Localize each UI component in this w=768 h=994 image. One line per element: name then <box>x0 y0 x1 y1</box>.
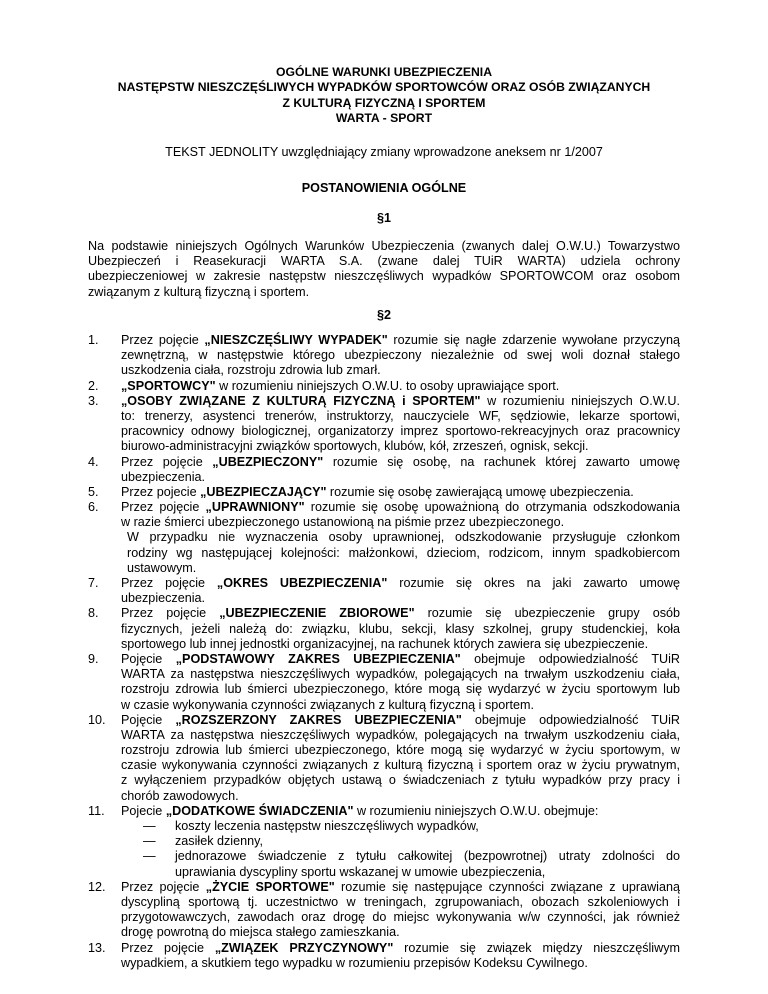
item-number: 9. <box>88 651 99 666</box>
definition-item <box>88 500 680 576</box>
defined-term: „PODSTAWOWY ZAKRES UBEZPIECZENIA" <box>175 651 461 666</box>
item-line: chorób zawodowych. <box>121 788 239 803</box>
item-line: to: trenerzy, asystenci trenerów, instruktorzy, nauczyciele WF, sędziowie, lekarze sportowi, <box>121 408 680 423</box>
defined-term: „ŻYCIE SPORTOWE" <box>205 879 335 894</box>
item-number: 6. <box>88 500 99 515</box>
item-line: Pojecie „DODATKOWE ŚWIADCZENIA" w rozumieniu niniejszych O.W.U. obejmuje: <box>121 803 599 818</box>
defined-term: „UBEZPIECZONY" <box>212 454 324 469</box>
definition-item <box>88 379 680 394</box>
defined-term: „OKRES UBEZPIECZENIA" <box>216 576 388 590</box>
item-line: uszkodzenia ciała, rozstroju zdrowia lub zmarł. <box>121 363 381 378</box>
section-heading: POSTANOWIENIA OGÓLNE <box>301 181 467 195</box>
dash-bullet: — <box>143 849 156 864</box>
intro-paragraph <box>88 239 680 300</box>
definition-item <box>88 804 680 880</box>
item-line: Przez pojęcie „UPRAWNIONY" rozumie się osobę upoważnioną do otrzymania odszkodowania <box>121 500 680 515</box>
item-line: WARTA za następstwa nieszczęśliwych wypadków, polegających na trwałym uszkodzeniu ciała, <box>121 667 680 682</box>
item-line: ubezpieczenia. <box>121 591 206 606</box>
definition-item <box>88 941 680 971</box>
intro-line: związanym z kulturą fizyczną i sportem. <box>88 284 310 299</box>
sub-item-line: jednorazowe świadczenie z tytułu całkowitej (bezpowrotnej) utraty zdolności do <box>175 849 680 864</box>
item-line: Przez pojęcie „ZWIĄZEK PRZYCZYNOWY" rozumie się związek między nieszczęśliwym <box>121 940 680 955</box>
document-subtitle: TEKST JEDNOLITY uwzględniający zmiany wprowadzone aneksem nr 1/2007 <box>165 145 603 159</box>
item-line: „OSOBY ZWIĄZANE Z KULTURĄ FIZYCZNĄ i SPORTEM" w rozumieniu niniejszych O.W.U. <box>121 393 680 408</box>
item-line: ubezpieczenia. <box>121 469 206 484</box>
item-line: zewnętrzną, w następstwie którego ubezpieczony niezależnie od swej woli doznał stałego <box>121 348 680 363</box>
item-line: czasie wykonywania czynności związanych z kulturą fizyczną i sportem oraz w życiu prywatnym, <box>121 758 680 773</box>
defined-term: „UBEZPIECZENIE ZBIOROWE" <box>219 606 415 621</box>
item-line: fizycznych, jeżeli należą do: związku, klubu, sekcji, klasy szkolnej, grupy studenckiej, koła <box>121 621 680 636</box>
paragraph-1-heading: §1 <box>376 211 391 225</box>
definition-item <box>88 455 680 485</box>
item-line: Pojęcie „PODSTAWOWY ZAKRES UBEZPIECZENIA" obejmuje odpowiedzialność TUiR <box>121 651 680 666</box>
item-line: Przez pojęcie „NIESZCZĘŚLIWY WYPADEK" rozumie się nagłe zdarzenie wywołane przyczyną <box>121 333 680 347</box>
document-title <box>0 65 768 126</box>
definition-item <box>88 485 680 500</box>
sub-item-line: koszty leczenia następstw nieszczęśliwych wypadków, <box>175 819 479 833</box>
item-number: 5. <box>88 484 99 499</box>
item-number: 13. <box>88 940 106 955</box>
item-number: 12. <box>88 879 106 894</box>
intro-line: ubezpieczeniowej w zakresie następstw nieszczęśliwych wypadków SPORTOWCOM oraz osobom <box>88 269 680 284</box>
item-line: rozstroju zdrowia lub śmierci ubezpieczonego, które mogą się wydarzyć w życiu sportowym lub <box>121 682 680 697</box>
item-line: w razie śmierci ubezpieczonego ustanowioną na piśmie przez ubezpieczonego. <box>121 515 565 530</box>
title-line-1: OGÓLNE WARUNKI UBEZPIECZENIA <box>276 65 492 79</box>
title-line-2: NASTĘPSTW NIESZCZĘŚLIWYCH WYPADKÓW SPORTOWCÓW ORAZ OSÓB ZWIĄZANYCH <box>117 80 651 95</box>
defined-term: „DODATKOWE ŚWIADCZENIA" <box>165 803 354 818</box>
item-line: rodziny wg następującej kolejności: małżonkowi, dzieciom, rodzicom, innym spadkobiercom <box>127 545 680 560</box>
defined-term: „ROZSZERZONY ZAKRES UBEZPIECZENIA" <box>175 712 462 727</box>
item-number: 3. <box>88 393 99 408</box>
item-line: sportowego lub innej jednostki organizacyjnej, na rachunek których zawiera się ubezpieczenie. <box>121 636 649 651</box>
item-line: dyscypliną sportową tj. uczestnictwo w treningach, zgrupowaniach, obozach szkoleniowych i <box>121 894 680 909</box>
item-line: Przez pojęcie „ŻYCIE SPORTOWE" rozumie się następujące czynności związane z uprawianą <box>121 879 680 894</box>
title-line-3: Z KULTURĄ FIZYCZNĄ I SPORTEM <box>282 95 486 110</box>
intro-line: Ubezpieczeń i Reasekuracji WARTA S.A. (zwane dalej TUiR WARTA) udziela ochrony <box>88 254 680 269</box>
defined-term: „UPRAWNIONY" <box>205 500 305 515</box>
title-line-4: WARTA - SPORT <box>335 110 433 125</box>
definition-item <box>88 880 680 941</box>
sub-item <box>121 834 680 849</box>
sub-item-line: zasiłek dzienny, <box>175 834 263 849</box>
item-number: 11. <box>88 803 105 818</box>
item-number: 8. <box>88 606 99 621</box>
item-line: biurowo-administracyjni związków sportowych, klubów, kół, zrzeszeń, ognisk, sekcji. <box>121 439 589 454</box>
item-number: 2. <box>88 378 99 393</box>
definition-item <box>88 713 680 804</box>
definitions-list <box>88 333 680 971</box>
item-line: WARTA za następstwa nieszczęśliwych wypadków, polegających na trwałym uszkodzeniu ciała, <box>121 727 680 742</box>
item-line: z wyłączeniem przypadków objętych ustawą o świadczeniach z tytułu wypadków przy pracy i <box>121 773 680 788</box>
item-line: Pojęcie „ROZSZERZONY ZAKRES UBEZPIECZENIA" obejmuje odpowiedzialność TUiR <box>121 712 680 727</box>
item-line: Przez pojecie „UBEZPIECZAJĄCY" rozumie się osobę zawierającą umowę ubezpieczenia. <box>121 484 634 499</box>
defined-term: „SPORTOWCY" <box>121 378 216 393</box>
dash-bullet: — <box>143 834 156 849</box>
definition-item <box>88 394 680 455</box>
sub-item <box>121 849 680 879</box>
item-number: 10. <box>88 712 106 727</box>
dash-bullet: — <box>143 819 156 833</box>
item-line: w czasie wykonywania czynności związanych z kulturą fizyczną i sportem. <box>121 697 534 712</box>
defined-term: „UBEZPIECZAJĄCY" <box>200 484 327 499</box>
item-line: Przez pojęcie „UBEZPIECZONY" rozumie się osobę, na rachunek której zawarto umowę <box>121 454 680 469</box>
paragraph-2-heading: §2 <box>376 308 391 322</box>
item-number: 4. <box>88 454 99 469</box>
defined-term: „OSOBY ZWIĄZANE Z KULTURĄ FIZYCZNĄ i SPORTEM" <box>121 393 481 408</box>
intro-line: Na podstawie niniejszych Ogólnych Warunków Ubezpieczenia (zwanych dalej O.W.U.) Towarzystwo <box>88 239 680 253</box>
defined-term: „NIESZCZĘŚLIWY WYPADEK" <box>204 333 388 347</box>
item-number: 1. <box>88 333 99 347</box>
definition-item <box>88 576 680 606</box>
item-number: 7. <box>88 576 99 590</box>
definition-item <box>88 333 680 379</box>
item-line: drogę powrotną do miejsca stałego zamieszkania. <box>121 925 400 940</box>
item-line: W przypadku nie wyznaczenia osoby uprawnionej, odszkodowanie przysługuje członkom <box>127 530 680 545</box>
item-line: przygotowawczych, zawodach oraz drogę do miejsc wykonywania w/w czynności, jak również <box>121 910 680 925</box>
item-line: „SPORTOWCY" w rozumieniu niniejszych O.W.U. to osoby uprawiające sport. <box>121 378 560 393</box>
definition-item <box>88 652 680 713</box>
defined-term: „ZWIĄZEK PRZYCZYNOWY" <box>214 940 394 955</box>
item-line: rozstroju zdrowia lub śmierci ubezpieczonego, które mogą się wydarzyć w życiu sportowym, w <box>121 743 680 758</box>
sub-item <box>121 819 680 834</box>
item-line: Przez pojęcie „OKRES UBEZPIECZENIA" rozumie się okres na jaki zawarto umowę <box>121 576 680 590</box>
item-line: ustawowym. <box>127 560 197 575</box>
item-line: Przez pojęcie „UBEZPIECZENIE ZBIOROWE" rozumie się ubezpieczenie grupy osób <box>121 606 680 621</box>
item-line: pracownicy odnowy biologicznej, organizatorzy imprez sportowo-rekreacyjnych oraz pracownicy <box>121 424 680 439</box>
definition-item <box>88 606 680 652</box>
item-line: wypadkiem, a skutkiem tego wypadku w rozumieniu przepisów Kodeksu Cywilnego. <box>121 955 588 970</box>
sub-item-line: uprawiania dyscypliny sportu wskazanej w umowie ubezpieczenia, <box>175 864 546 879</box>
